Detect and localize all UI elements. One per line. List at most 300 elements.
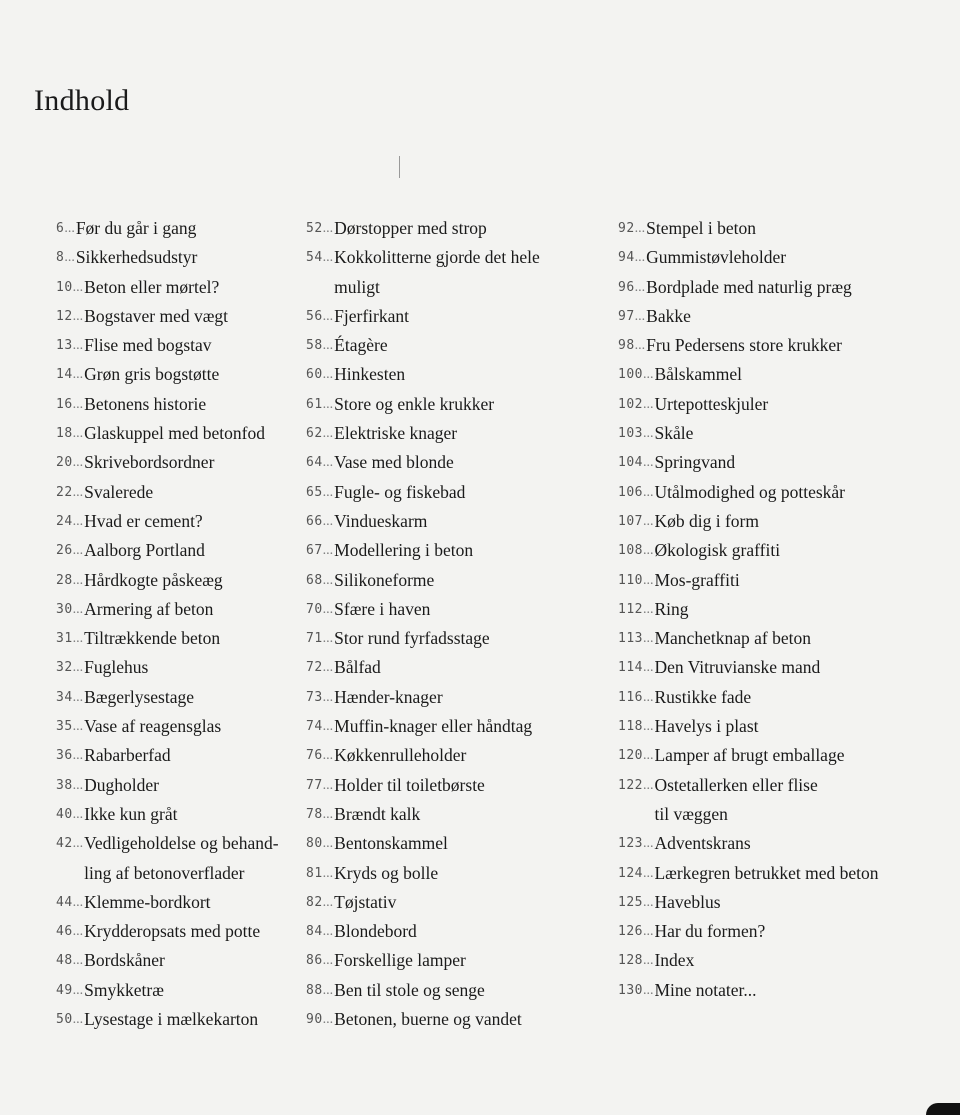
toc-entry-title: Køb dig i form bbox=[654, 510, 759, 531]
toc-leader-dots: ... bbox=[642, 748, 654, 764]
toc-leader-dots: ... bbox=[72, 777, 84, 793]
toc-leader-dots: ... bbox=[72, 338, 84, 354]
toc-entry bbox=[306, 419, 606, 448]
toc-entry-title: Étagère bbox=[334, 335, 388, 356]
toc-page-number: 94 bbox=[618, 250, 635, 266]
toc-page-number: 68 bbox=[306, 572, 323, 588]
toc-page-number: 24 bbox=[56, 513, 73, 529]
toc-leader-dots: ... bbox=[72, 748, 84, 764]
toc-entry-title: Fjerfirkant bbox=[334, 305, 409, 326]
toc-leader-dots: ... bbox=[322, 1012, 334, 1028]
toc-entry bbox=[306, 566, 606, 595]
toc-page-number: 114 bbox=[618, 660, 643, 676]
toc-entry-title: Svalerede bbox=[84, 481, 154, 502]
toc-entry bbox=[306, 800, 606, 829]
toc-page-number: 71 bbox=[306, 631, 323, 647]
toc-page-number: 106 bbox=[618, 484, 643, 500]
toc-leader-dots: ... bbox=[72, 689, 84, 705]
toc-page-number: 108 bbox=[618, 543, 643, 559]
toc-entry bbox=[618, 448, 954, 477]
toc-entry-title: Utålmodighed og potteskår bbox=[654, 481, 846, 502]
toc-leader-dots: ... bbox=[72, 601, 84, 617]
toc-page-number: 18 bbox=[56, 426, 73, 442]
toc-leader-dots: ... bbox=[72, 836, 84, 852]
toc-page-number: 67 bbox=[306, 543, 323, 559]
toc-leader-dots: ... bbox=[322, 806, 334, 822]
toc-entry bbox=[56, 536, 316, 565]
toc-entry bbox=[306, 243, 606, 302]
toc-entry-title: Aalborg Portland bbox=[84, 540, 205, 561]
toc-entry bbox=[306, 1005, 606, 1034]
toc-entry-title: Ikke kun gråt bbox=[84, 803, 178, 824]
toc-entry-title: Vase med blonde bbox=[334, 452, 454, 473]
toc-page-number: 128 bbox=[618, 953, 643, 969]
toc-entry bbox=[618, 771, 954, 830]
toc-leader-dots: ... bbox=[322, 894, 334, 910]
toc-entry bbox=[306, 683, 606, 712]
toc-entry-title: Index bbox=[654, 950, 695, 971]
toc-entry-title: Dørstopper med strop bbox=[334, 218, 487, 238]
toc-leader-dots: ... bbox=[634, 250, 646, 266]
toc-entry bbox=[306, 360, 606, 389]
toc-entry bbox=[306, 976, 606, 1005]
toc-leader-dots: ... bbox=[72, 484, 84, 500]
toc-entry bbox=[306, 448, 606, 477]
toc-entry bbox=[618, 214, 954, 243]
toc-entry-title: Hænder-knager bbox=[334, 686, 443, 707]
toc-page-number: 34 bbox=[56, 689, 73, 705]
toc-entry-title: Ring bbox=[654, 598, 689, 619]
toc-entry bbox=[306, 536, 606, 565]
toc-entry bbox=[306, 478, 606, 507]
toc-entry-title: Bordskåner bbox=[84, 950, 165, 971]
toc-leader-dots: ... bbox=[322, 396, 334, 412]
toc-leader-dots: ... bbox=[322, 250, 334, 266]
toc-leader-dots: ... bbox=[642, 631, 654, 647]
toc-entry-title: Bålskammel bbox=[654, 364, 742, 385]
toc-page-number: 20 bbox=[56, 455, 73, 471]
toc-page-number: 54 bbox=[306, 250, 323, 266]
toc-leader-dots: ... bbox=[72, 1012, 84, 1028]
toc-entry-title: Vedligeholdelse og behand- bbox=[84, 833, 279, 854]
toc-entry-title: Har du formen? bbox=[654, 921, 766, 942]
toc-leader-dots: ... bbox=[72, 455, 84, 471]
toc-leader-dots: ... bbox=[642, 367, 654, 383]
toc-entry bbox=[56, 214, 316, 243]
toc-entry bbox=[618, 536, 954, 565]
toc-page-number: 103 bbox=[618, 426, 643, 442]
toc-entry-title: Stor rund fyrfadsstage bbox=[334, 628, 490, 649]
toc-leader-dots: ... bbox=[72, 631, 84, 647]
toc-entry bbox=[306, 331, 606, 360]
toc-entry-title-continued: muligt bbox=[334, 276, 380, 297]
toc-entry bbox=[306, 741, 606, 770]
toc-leader-dots: ... bbox=[322, 543, 334, 559]
toc-entry bbox=[306, 302, 606, 331]
toc-entry-title: Vase af reagensglas bbox=[84, 716, 222, 737]
toc-leader-dots: ... bbox=[322, 221, 334, 236]
toc-page-number: 38 bbox=[56, 777, 73, 793]
toc-page-number: 66 bbox=[306, 513, 323, 529]
toc-page-number: 52 bbox=[306, 221, 323, 236]
toc-leader-dots: ... bbox=[642, 865, 654, 881]
toc-entry-title: Vindueskarm bbox=[334, 510, 428, 531]
toc-entry-title-continued: ling af betonoverflader bbox=[84, 862, 245, 883]
toc-entry-title: Hvad er cement? bbox=[84, 510, 203, 531]
toc-leader-dots: ... bbox=[642, 719, 654, 735]
toc-entry bbox=[56, 771, 316, 800]
toc-entry bbox=[306, 214, 606, 243]
toc-page-number: 130 bbox=[618, 982, 643, 998]
toc-entry bbox=[56, 624, 316, 653]
toc-page-number: 44 bbox=[56, 894, 73, 910]
toc-entry-title: Den Vitruvianske mand bbox=[654, 657, 821, 678]
toc-entry bbox=[618, 507, 954, 536]
toc-leader-dots: ... bbox=[72, 367, 84, 383]
toc-entry-title: Dugholder bbox=[84, 774, 160, 795]
toc-entry-title: Urtepotteskjuler bbox=[654, 393, 769, 414]
toc-leader-dots: ... bbox=[72, 719, 84, 735]
toc-leader-dots: ... bbox=[322, 572, 334, 588]
toc-page-number: 100 bbox=[618, 367, 643, 383]
toc-leader-dots: ... bbox=[72, 543, 84, 559]
toc-entry-title: Elektriske knager bbox=[334, 423, 458, 444]
toc-page-number: 116 bbox=[618, 689, 643, 705]
toc-leader-dots: ... bbox=[322, 308, 334, 324]
toc-entry-title: Kryds og bolle bbox=[334, 862, 439, 883]
toc-page-number: 28 bbox=[56, 572, 73, 588]
toc-leader-dots: ... bbox=[642, 689, 654, 705]
toc-leader-dots: ... bbox=[642, 953, 654, 969]
toc-page-number: 46 bbox=[56, 924, 73, 940]
toc-page-number: 125 bbox=[618, 894, 643, 910]
toc-page-number: 82 bbox=[306, 894, 323, 910]
toc-entry bbox=[306, 771, 606, 800]
toc-entry-title-continued: til væggen bbox=[654, 803, 728, 824]
toc-page-number: 104 bbox=[618, 455, 643, 471]
toc-leader-dots: ... bbox=[72, 513, 84, 529]
toc-entry-title: Skåle bbox=[654, 423, 694, 444]
toc-leader-dots: ... bbox=[322, 426, 334, 442]
toc-entry-title: Lysestage i mælkekarton bbox=[84, 1009, 259, 1030]
toc-page-number: 49 bbox=[56, 982, 73, 998]
toc-leader-dots: ... bbox=[642, 660, 654, 676]
toc-entry-title: Lærkegren betrukket med beton bbox=[654, 862, 879, 883]
toc-page-number: 112 bbox=[618, 601, 643, 617]
toc-entry-title: Mine notater... bbox=[654, 979, 757, 1000]
toc-page-number: 120 bbox=[618, 748, 643, 764]
toc-leader-dots: ... bbox=[72, 308, 84, 324]
page-title: Indhold bbox=[34, 84, 130, 117]
toc-entry bbox=[56, 331, 316, 360]
toc-entry bbox=[56, 302, 316, 331]
toc-leader-dots: ... bbox=[322, 953, 334, 969]
toc-entry bbox=[56, 653, 316, 682]
toc-leader-dots: ... bbox=[642, 426, 654, 442]
toc-page-number: 80 bbox=[306, 836, 323, 852]
toc-entry-title: Smykketræ bbox=[84, 979, 164, 1000]
toc-page-number: 110 bbox=[618, 572, 643, 588]
toc-column-3 bbox=[618, 214, 954, 1005]
toc-entry bbox=[306, 917, 606, 946]
toc-leader-dots: ... bbox=[322, 660, 334, 676]
toc-entry-title: Armering af beton bbox=[84, 598, 214, 619]
toc-entry-title: Tøjstativ bbox=[334, 891, 397, 912]
toc-entry bbox=[306, 390, 606, 419]
toc-entry bbox=[56, 976, 316, 1005]
toc-entry-title: Bentonskammel bbox=[334, 833, 448, 854]
toc-leader-dots: ... bbox=[322, 513, 334, 529]
toc-page-number: 73 bbox=[306, 689, 323, 705]
toc-entry bbox=[618, 946, 954, 975]
toc-entry-title: Betonens historie bbox=[84, 393, 207, 414]
toc-page-number: 84 bbox=[306, 924, 323, 940]
toc-leader-dots: ... bbox=[72, 806, 84, 822]
toc-entry-title: Krydderopsats med potte bbox=[84, 921, 261, 942]
toc-leader-dots: ... bbox=[72, 279, 84, 295]
toc-page-number: 13 bbox=[56, 338, 73, 354]
toc-page-number: 58 bbox=[306, 338, 323, 354]
toc-entry-title: Hinkesten bbox=[334, 364, 406, 385]
toc-entry bbox=[56, 829, 316, 888]
toc-leader-dots: ... bbox=[634, 279, 646, 295]
toc-page-number: 88 bbox=[306, 982, 323, 998]
toc-entry-title: Ostetallerken eller flise bbox=[654, 774, 818, 795]
toc-entry-title: Stempel i beton bbox=[646, 218, 757, 238]
toc-page-number: 31 bbox=[56, 631, 73, 647]
toc-page-number: 74 bbox=[306, 719, 323, 735]
toc-leader-dots: ... bbox=[322, 924, 334, 940]
toc-page-number: 6 bbox=[56, 221, 65, 236]
toc-entry bbox=[618, 273, 954, 302]
toc-leader-dots: ... bbox=[634, 338, 646, 354]
toc-page-number: 16 bbox=[56, 396, 73, 412]
toc-entry bbox=[618, 829, 954, 858]
toc-leader-dots: ... bbox=[72, 396, 84, 412]
toc-entry-title: Muffin-knager eller håndtag bbox=[334, 716, 533, 737]
toc-entry-title: Bakke bbox=[646, 305, 691, 326]
toc-leader-dots: ... bbox=[322, 865, 334, 881]
toc-entry-title: Adventskrans bbox=[654, 833, 751, 854]
toc-entry-title: Lamper af brugt emballage bbox=[654, 745, 845, 766]
toc-leader-dots: ... bbox=[642, 601, 654, 617]
toc-page-number: 64 bbox=[306, 455, 323, 471]
toc-leader-dots: ... bbox=[642, 455, 654, 471]
toc-leader-dots: ... bbox=[322, 601, 334, 617]
toc-entry bbox=[618, 390, 954, 419]
toc-entry-title: Hårdkogte påskeæg bbox=[84, 569, 223, 590]
toc-entry bbox=[56, 888, 316, 917]
toc-page-number: 22 bbox=[56, 484, 73, 500]
toc-page-number: 97 bbox=[618, 308, 635, 324]
toc-entry-title: Bogstaver med vægt bbox=[84, 305, 229, 326]
toc-page-number: 42 bbox=[56, 836, 73, 852]
toc-leader-dots: ... bbox=[322, 455, 334, 471]
toc-page-number: 36 bbox=[56, 748, 73, 764]
toc-entry-title: Modellering i beton bbox=[334, 540, 474, 561]
toc-page-number: 8 bbox=[56, 250, 65, 266]
toc-entry-title: Rabarberfad bbox=[84, 745, 171, 766]
toc-page-number: 96 bbox=[618, 279, 635, 295]
toc-entry-title: Sfære i haven bbox=[334, 598, 431, 619]
toc-leader-dots: ... bbox=[322, 777, 334, 793]
toc-page-number: 107 bbox=[618, 513, 643, 529]
toc-leader-dots: ... bbox=[72, 572, 84, 588]
toc-entry bbox=[306, 888, 606, 917]
toc-page-number: 86 bbox=[306, 953, 323, 969]
toc-entry bbox=[56, 917, 316, 946]
toc-entry-title: Fru Pedersens store krukker bbox=[646, 335, 843, 356]
toc-entry bbox=[306, 653, 606, 682]
toc-entry-title: Ben til stole og senge bbox=[334, 979, 485, 1000]
toc-page-number: 92 bbox=[618, 221, 635, 236]
toc-page-number: 102 bbox=[618, 396, 643, 412]
toc-page-number: 26 bbox=[56, 543, 73, 559]
toc-leader-dots: ... bbox=[642, 543, 654, 559]
toc-entry bbox=[56, 419, 316, 448]
toc-page-number: 118 bbox=[618, 719, 643, 735]
toc-page-number: 77 bbox=[306, 777, 323, 793]
toc-page-number: 65 bbox=[306, 484, 323, 500]
toc-entry bbox=[618, 976, 954, 1005]
toc-entry-title: Manchetknap af beton bbox=[654, 628, 811, 649]
toc-entry-title: Fugle- og fiskebad bbox=[334, 481, 466, 502]
toc-entry bbox=[56, 1005, 316, 1034]
toc-entry-title: Fuglehus bbox=[84, 657, 149, 678]
toc-entry bbox=[56, 360, 316, 389]
toc-page-number: 48 bbox=[56, 953, 73, 969]
toc-entry-title: Rustikke fade bbox=[654, 686, 752, 707]
toc-entry-title: Skrivebordsordner bbox=[84, 452, 215, 473]
toc-entry bbox=[618, 683, 954, 712]
toc-page-number: 70 bbox=[306, 601, 323, 617]
toc-page-number: 10 bbox=[56, 279, 73, 295]
toc-leader-dots: ... bbox=[642, 836, 654, 852]
toc-entry-title: Brændt kalk bbox=[334, 803, 421, 824]
toc-entry bbox=[306, 859, 606, 888]
toc-entry bbox=[306, 624, 606, 653]
toc-entry bbox=[306, 595, 606, 624]
toc-leader-dots: ... bbox=[634, 308, 646, 324]
toc-entry bbox=[306, 712, 606, 741]
toc-entry bbox=[56, 741, 316, 770]
toc-leader-dots: ... bbox=[642, 982, 654, 998]
toc-entry-title: Forskellige lamper bbox=[334, 950, 466, 971]
toc-leader-dots: ... bbox=[322, 338, 334, 354]
toc-entry bbox=[618, 302, 954, 331]
toc-entry-title: Klemme-bordkort bbox=[84, 891, 211, 912]
toc-entry-title: Gummistøvleholder bbox=[646, 247, 787, 268]
toc-entry bbox=[56, 800, 316, 829]
toc-entry-title: Glaskuppel med betonfod bbox=[84, 423, 265, 444]
toc-page-number: 62 bbox=[306, 426, 323, 442]
toc-leader-dots: ... bbox=[72, 953, 84, 969]
toc-entry bbox=[618, 741, 954, 770]
toc-page-number: 113 bbox=[618, 631, 643, 647]
toc-leader-dots: ... bbox=[72, 924, 84, 940]
toc-entry bbox=[618, 595, 954, 624]
toc-entry-title: Springvand bbox=[654, 452, 736, 473]
toc-entry bbox=[56, 243, 316, 272]
toc-entry-title: Beton eller mørtel? bbox=[84, 276, 220, 297]
toc-entry bbox=[618, 859, 954, 888]
toc-page-number: 35 bbox=[56, 719, 73, 735]
toc-entry-title: Grøn gris bogstøtte bbox=[84, 364, 220, 385]
toc-entry bbox=[56, 683, 316, 712]
toc-page-number: 126 bbox=[618, 924, 643, 940]
toc-leader-dots: ... bbox=[322, 748, 334, 764]
toc-leader-dots: ... bbox=[642, 513, 654, 529]
toc-entry bbox=[306, 507, 606, 536]
toc-page-number: 76 bbox=[306, 748, 323, 764]
toc-entry-title: Kokkolitterne gjorde det hele bbox=[334, 247, 540, 268]
toc-entry bbox=[618, 624, 954, 653]
toc-entry bbox=[618, 566, 954, 595]
toc-entry bbox=[618, 888, 954, 917]
toc-leader-dots: ... bbox=[322, 836, 334, 852]
toc-entry bbox=[56, 507, 316, 536]
toc-entry-title: Betonen, buerne og vandet bbox=[334, 1009, 522, 1030]
toc-entry bbox=[56, 712, 316, 741]
toc-entry bbox=[56, 946, 316, 975]
toc-entry-title: Haveblus bbox=[654, 891, 721, 912]
toc-page-number: 123 bbox=[618, 836, 643, 852]
toc-entry-title: Bålfad bbox=[334, 657, 381, 678]
toc-entry bbox=[618, 712, 954, 741]
toc-page-number: 40 bbox=[56, 806, 73, 822]
toc-leader-dots: ... bbox=[642, 777, 654, 793]
toc-leader-dots: ... bbox=[322, 631, 334, 647]
toc-leader-dots: ... bbox=[642, 396, 654, 412]
toc-page-number: 81 bbox=[306, 865, 323, 881]
toc-page-number: 56 bbox=[306, 308, 323, 324]
toc-page-number: 72 bbox=[306, 660, 323, 676]
toc-entry bbox=[618, 653, 954, 682]
toc-entry-title: Køkkenrulleholder bbox=[334, 745, 467, 766]
toc-column-1 bbox=[56, 214, 316, 1034]
toc-entry-title: Bordplade med naturlig præg bbox=[646, 276, 852, 297]
toc-leader-dots: ... bbox=[322, 719, 334, 735]
toc-page-number: 98 bbox=[618, 338, 635, 354]
toc-entry bbox=[56, 478, 316, 507]
toc-entry-title: Økologisk graffiti bbox=[654, 540, 781, 561]
toc-entry bbox=[56, 273, 316, 302]
toc-leader-dots: ... bbox=[72, 660, 84, 676]
toc-page-number: 60 bbox=[306, 367, 323, 383]
toc-leader-dots: ... bbox=[322, 982, 334, 998]
toc-leader-dots: ... bbox=[642, 572, 654, 588]
toc-leader-dots: ... bbox=[72, 426, 84, 442]
toc-leader-dots: ... bbox=[322, 689, 334, 705]
toc-entry bbox=[618, 331, 954, 360]
toc-entry-title: Sikkerhedsudstyr bbox=[75, 247, 198, 268]
toc-leader-dots: ... bbox=[72, 894, 84, 910]
toc-leader-dots: ... bbox=[642, 924, 654, 940]
toc-entry-title: Blondebord bbox=[334, 921, 417, 942]
toc-entry bbox=[306, 946, 606, 975]
toc-entry-title: Havelys i plast bbox=[654, 716, 759, 737]
toc-page-number: 50 bbox=[56, 1012, 73, 1028]
toc-entry bbox=[56, 390, 316, 419]
toc-entry bbox=[618, 478, 954, 507]
toc-entry-title: Før du går i gang bbox=[75, 218, 197, 238]
toc-entry-title: Silikoneforme bbox=[334, 569, 435, 590]
toc-page-number: 78 bbox=[306, 806, 323, 822]
toc-entry-title: Holder til toiletbørste bbox=[334, 774, 485, 795]
toc-page-number: 30 bbox=[56, 601, 73, 617]
toc-entry-title: Tiltrækkende beton bbox=[84, 628, 221, 649]
toc-leader-dots: ... bbox=[72, 982, 84, 998]
